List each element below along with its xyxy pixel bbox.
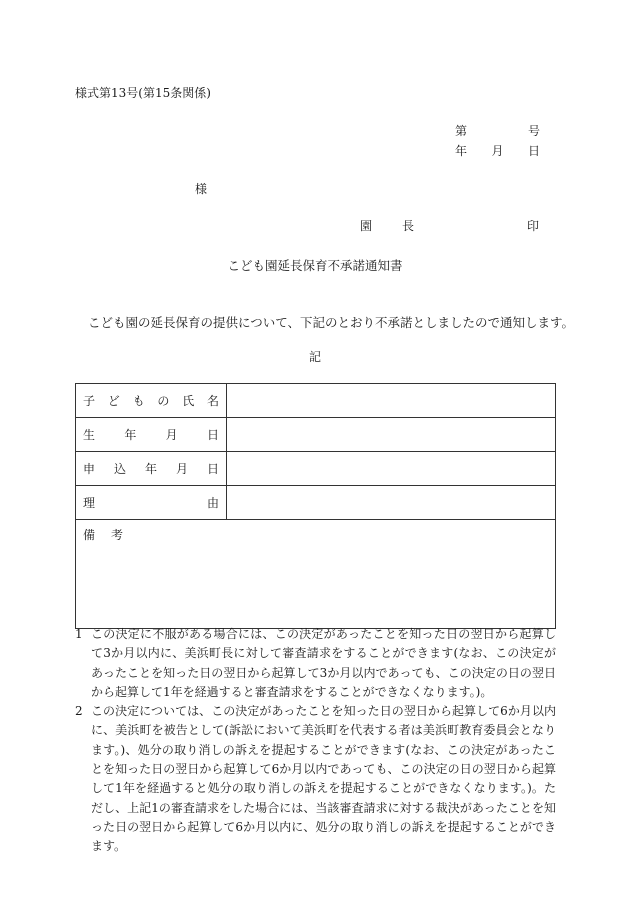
table-row-notes: [76, 520, 556, 629]
form-number: 様式第13号(第15条関係): [75, 86, 211, 100]
date-month: 月: [491, 144, 504, 158]
value-child-name[interactable]: [227, 384, 556, 418]
table-row-application-date: [76, 452, 556, 486]
table-row-reason: [76, 486, 556, 520]
table-row-birthdate: [76, 418, 556, 452]
footnote-text-1: この決定に不服がある場合には、この決定があったことを知った日の翌日から起算して3か月以内に、美浜町長に対して審査請求をすることができます(なお、この決定があったことを知った日の翌日から起算して3か月以内であっても、この決定の日の翌日から起算して1年を経過すると審査請求をすることができなくなります。)。: [91, 627, 556, 699]
label-reason: 理 由: [76, 486, 227, 520]
notes-cell[interactable]: [76, 520, 556, 629]
footnotes: [75, 625, 556, 857]
addressee-suffix: 様: [195, 182, 208, 196]
document-title: こども園延長保育不承諾通知書: [227, 258, 403, 273]
label-child-name: 子 ど も の 氏 名: [76, 384, 227, 418]
value-birthdate[interactable]: [227, 418, 556, 452]
date-year: 年: [455, 144, 468, 158]
body-text: こども園の延長保育の提供について、下記のとおり不承諾としましたので通知します。: [88, 315, 575, 330]
seal-mark: 印: [527, 219, 540, 233]
number-prefix: 第: [455, 124, 468, 138]
date-line: [455, 142, 540, 159]
footnote-text-2: この決定については、この決定があったことを知った日の翌日から起算して6か月以内に、美浜町を被告として(訴訟において美浜町を代表する者は美浜町教育委員会となります。)、処分の取り消しの訴えを提起することができます(なお、この決定があったことを知った日の翌日から起算して6か月以内であっても、この決定の日の翌日から起算して1年を経過すると処分の取り消しの訴えを提起することができなくなります。)。ただし、上記1の審査請求をした場合には、当該審査請求に対する裁決があったことを知った日の翌日から起算して6か月以内に、処分の取り消しの訴えを提起することができます。: [91, 704, 556, 854]
date-day: 日: [527, 144, 540, 158]
form-table: [75, 383, 556, 629]
number-suffix: 号: [527, 124, 540, 138]
principal-char-1: 園: [360, 219, 373, 233]
value-application-date[interactable]: [227, 452, 556, 486]
footnote-marker-1: 1: [75, 627, 83, 641]
footnote-marker-2: 2: [75, 704, 83, 719]
principal-char-2: 長: [402, 219, 415, 233]
table-row-child-name: [76, 384, 556, 418]
value-reason[interactable]: [227, 486, 556, 520]
document-number-line: [455, 122, 540, 139]
ki-heading: 記: [308, 350, 321, 364]
label-notes: 備 考: [83, 528, 123, 542]
label-birthdate: 生 年 月 日: [76, 418, 227, 452]
footnote-1: [75, 625, 556, 702]
principal-title: [360, 217, 540, 234]
footnote-2: [75, 702, 556, 856]
label-application-date: 申 込 年 月 日: [76, 452, 227, 486]
